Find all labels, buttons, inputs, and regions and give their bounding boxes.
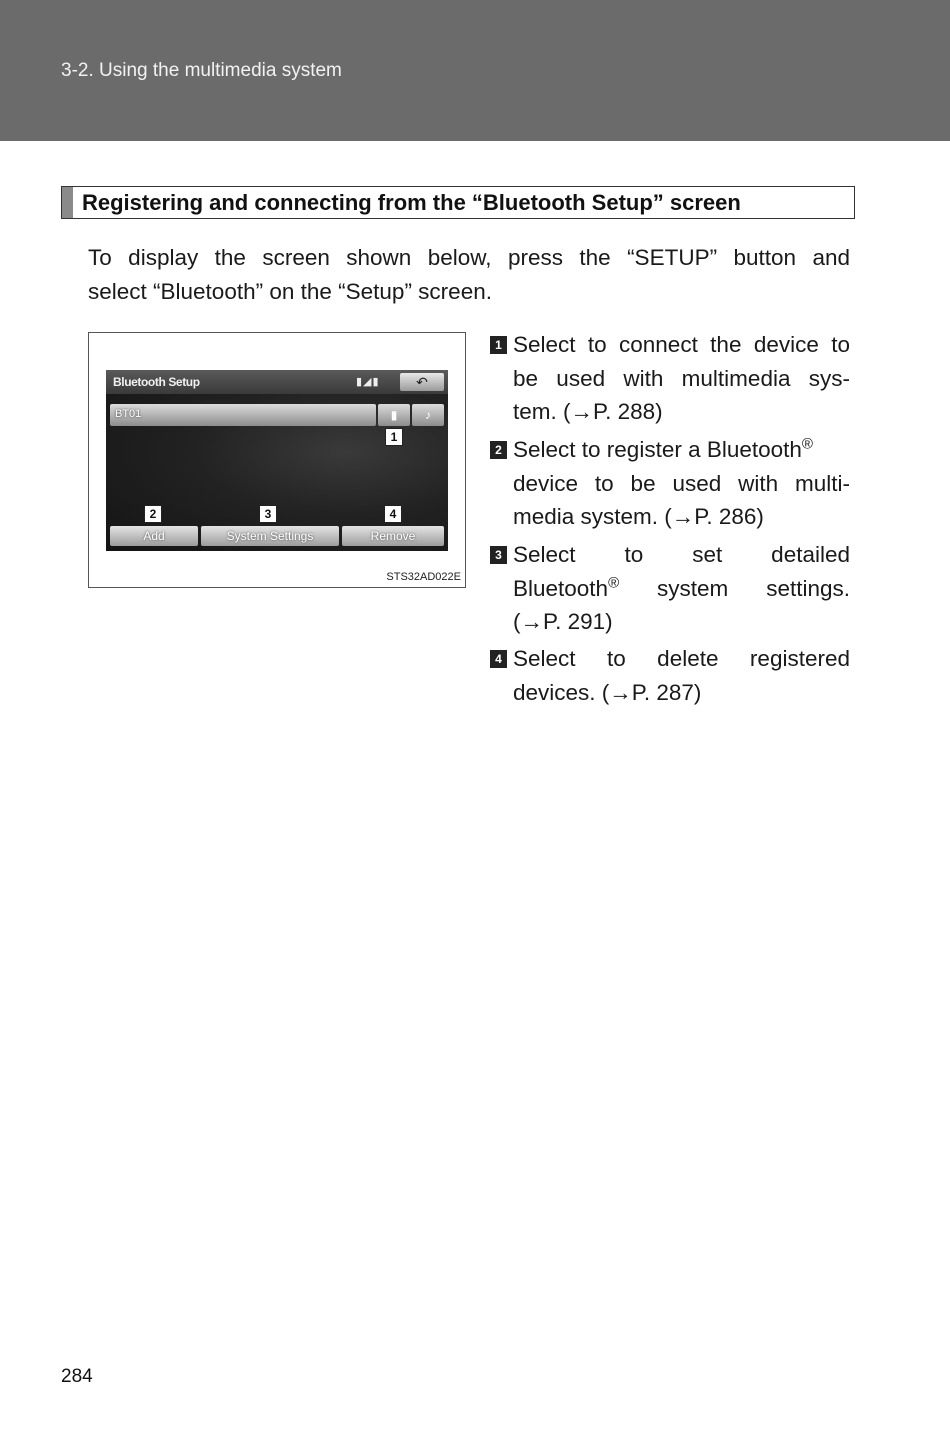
callout-1: 1: [385, 428, 403, 446]
item-line: system settings.: [619, 575, 850, 601]
list-item: [490, 328, 850, 429]
add-button: Add: [110, 526, 198, 546]
item-number: 4: [490, 650, 507, 668]
back-icon: ↶: [400, 373, 444, 391]
item-line: Bluetooth: [513, 575, 609, 601]
item-number: 2: [490, 441, 507, 459]
section-heading-bar: [62, 187, 73, 218]
callout-2: 2: [144, 505, 162, 523]
phone-icon: ▮: [378, 404, 410, 426]
item-number: 1: [490, 336, 507, 354]
item-line: Select to connect the device to: [513, 332, 850, 357]
device-name: BT01: [115, 408, 142, 420]
screen-image: [106, 370, 448, 551]
item-line: tem. (→P. 288): [513, 399, 663, 424]
item-line: (→P. 291): [513, 609, 613, 634]
callout-4: 4: [384, 505, 402, 523]
item-line: Select to delete registered: [513, 646, 850, 671]
section-heading-box: [61, 186, 855, 219]
music-icon: ♪: [412, 404, 444, 426]
list-item: [490, 642, 850, 709]
item-line: Select to set detailed: [513, 542, 850, 567]
item-line: devices. (→P. 287): [513, 679, 702, 705]
item-line: media system. (→P. 286): [513, 504, 764, 529]
intro-line-2: select “Bluetooth” on the “Setup” screen.: [88, 279, 492, 304]
intro-paragraph: [88, 241, 850, 309]
screen-title: Bluetooth Setup: [113, 375, 200, 389]
section-title: Registering and connecting from the “Bluetooth Setup” screen: [82, 190, 741, 215]
figure-code: STS32AD022E: [386, 571, 461, 583]
screen-background: [106, 370, 448, 551]
screen-title-bar: [106, 370, 448, 394]
callout-3: 3: [259, 505, 277, 523]
intro-line-1: To display the screen shown below, press the “SETUP” button and: [88, 245, 850, 270]
item-number: 3: [490, 546, 507, 564]
list-item: [490, 433, 850, 534]
list-item: [490, 538, 850, 639]
item-line: Select to register a Bluetooth: [513, 437, 802, 462]
item-line: device to be used with multi-: [513, 470, 850, 496]
bluetooth-setup-figure: [88, 332, 466, 588]
device-row: [110, 404, 376, 426]
registered-mark: ®: [801, 435, 813, 453]
status-icons: ▮◢▮: [356, 376, 380, 388]
page-number: 284: [61, 1366, 93, 1387]
remove-button: Remove: [342, 526, 444, 546]
registered-mark: ®: [608, 574, 620, 591]
item-line: be used with multimedia sys-: [513, 365, 850, 391]
chapter-heading: 3-2. Using the multimedia system: [61, 60, 342, 81]
system-settings-button: System Settings: [201, 526, 339, 546]
page-header: [0, 0, 950, 141]
